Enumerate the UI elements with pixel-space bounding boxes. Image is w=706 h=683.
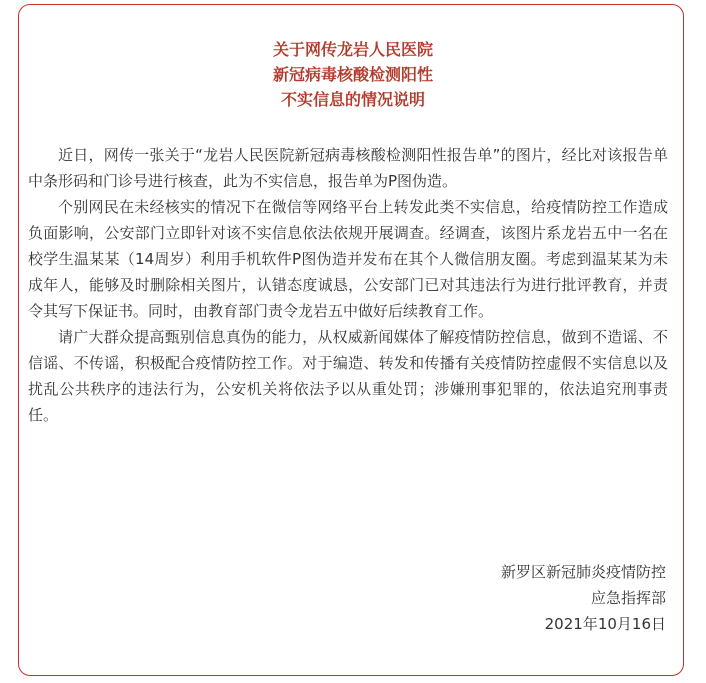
document-title [0, 37, 706, 112]
document-body [28, 142, 668, 428]
signature-org-line-1: 新罗区新冠肺炎疫情防控 [500, 563, 666, 581]
title-line-2: 新冠病毒核酸检测阳性 [272, 65, 433, 84]
paragraph-1: 近日，网传一张关于“龙岩人民医院新冠病毒核酸检测阳性报告单”的图片，经比对该报告单中条形码和门诊号进行核查，此为不实信息，报告单为P图伪造。 [28, 146, 668, 190]
paragraph-2: 个别网民在未经核实的情况下在微信等网络平台上转发此类不实信息，给疫情防控工作造成负面影响，公安部门立即针对该不实信息依法依规开展调查。经调查，该图片系龙岩五中一名在校学生温某某（14周岁）利用手机软件P图伪造并发布在其个人微信朋友圈。考虑到温某某为未成年人，能够及时删除相关图片，认错态度诚恳，公安部门已对其违法行为进行批评教育，并责令其写下保证书。同时，由教育部门责令龙岩五中做好后续教育工作。 [28, 198, 668, 320]
title-line-3: 不实信息的情况说明 [280, 90, 425, 109]
paragraph-3: 请广大群众提高甄别信息真伪的能力，从权威新闻媒体了解疫情防控信息，做到不造谣、不信谣、不传谣，积极配合疫情防控工作。对于编造、转发和传播有关疫情防控虚假不实信息以及扰乱公共秩序的违法行为，公安机关将依法予以从重处罚；涉嫌刑事犯罪的，依法追究刑事责任。 [28, 328, 668, 424]
signature-org-line-2: 应急指挥部 [590, 589, 666, 607]
title-line-1: 关于网传龙岩人民医院 [272, 40, 433, 59]
signature-block [501, 559, 666, 637]
signature-date: 2021年10月16日 [544, 615, 666, 633]
